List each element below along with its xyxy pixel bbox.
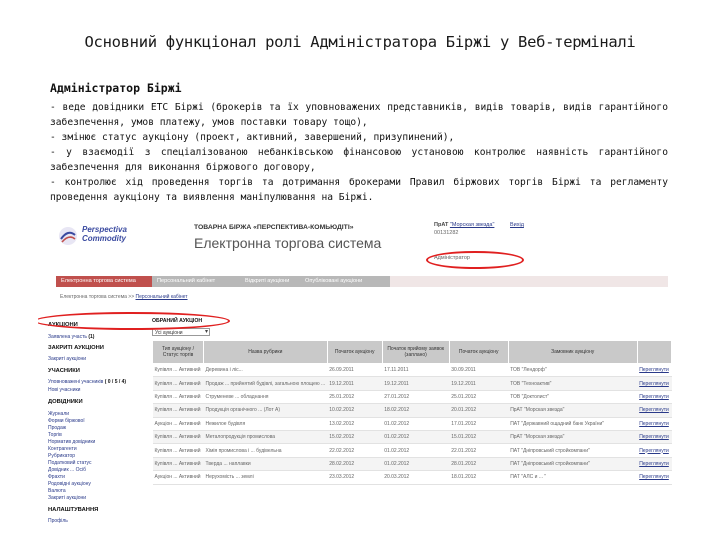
cell-date: 17.01.2012 [449, 417, 508, 430]
cell-type: Купівля ... Активний [153, 404, 204, 417]
cell-start: 26.09.2011 [327, 364, 382, 377]
cell-rubric: Деревина і ліс... [204, 364, 328, 377]
highlight-ellipse-admin [426, 251, 524, 269]
view-link[interactable]: Переглянути [637, 457, 671, 470]
tab-open-auctions[interactable]: Відкриті аукціони [240, 276, 306, 287]
cell-date: 18.01.2012 [449, 471, 508, 484]
table-row [153, 364, 672, 377]
cell-rubric: Металопродукція промислова [204, 430, 328, 443]
breadcrumb [60, 294, 188, 300]
cell-rubric: Струменеве ... обладнання [204, 390, 328, 403]
table-row [153, 457, 672, 470]
sidebar-heading-settings: НАЛАШТУВАННЯ [48, 507, 99, 513]
view-link[interactable]: Переглянути [637, 444, 671, 457]
cell-date: 15.01.2012 [449, 430, 508, 443]
cell-customer: ПрАТ "Морская звезда" [508, 430, 637, 443]
duty-line: - у взаємодії з спеціалізованою небанківською фінансовою установою контролює наявність гарантійного забезпечення для виконання біржового договору, [50, 147, 668, 173]
web-terminal-screenshot [38, 216, 686, 536]
sidebar-item-ref[interactable]: Податковий статус [48, 460, 92, 466]
table-row [153, 417, 672, 430]
column-header[interactable]: Назва рубрики [204, 341, 328, 364]
breadcrumb-prefix: Електронна торгова система >> [60, 294, 135, 300]
view-link[interactable]: Переглянути [637, 417, 671, 430]
cell-customer: ПАТ "АЛС и ... " [508, 471, 637, 484]
view-link[interactable]: Переглянути [637, 390, 671, 403]
user-company-link[interactable]: "Морская звезда" [449, 222, 495, 228]
cell-rubric: Нежилое будівля [204, 417, 328, 430]
sidebar-item-ref[interactable]: Форми біржової [48, 418, 85, 424]
sidebar-item-ref[interactable]: Журнали [48, 411, 70, 417]
cell-customer: ТОВ "Лендорф" [508, 364, 637, 377]
duty-line: - веде довідники ЕТС Біржі (брокерів та їх уповноважених представників, видів товарів, видів гарантійного забезпечення, умов платежу, умов поставки товару тощо), [50, 102, 668, 128]
cell-bids: 01.02.2012 [382, 417, 449, 430]
cell-type: Купівля ... Активний [153, 430, 204, 443]
sidebar-heading-participants: УЧАСНИКИ [48, 368, 80, 374]
logo-text [82, 225, 127, 243]
cell-rubric: Тверда ... наплавки [204, 457, 328, 470]
table-row [153, 444, 672, 457]
cell-date: 20.01.2012 [449, 404, 508, 417]
cell-type: Купівля ... Активний [153, 390, 204, 403]
role-description [50, 80, 668, 205]
duty-line: - контролює хід проведення торгів та дотримання брокерами Правил біржових торгів Біржі та регламенту проведення аукціону та виявлення маніпулювання на Біржі. [50, 177, 668, 203]
cell-type: Аукціон ... Активний [153, 471, 204, 484]
sidebar-item-closed[interactable]: Закриті аукціони [48, 356, 87, 362]
user-company-prefix: ПрАТ [434, 222, 449, 228]
cell-customer: ПАТ "Дніпровський стройкомпани" [508, 444, 637, 457]
logo-line-1: Perspectiva [82, 225, 127, 234]
column-header[interactable]: Початок аукціону [449, 341, 508, 364]
sidebar-item-ref[interactable]: Валюта [48, 488, 66, 494]
cell-date: 30.09.2011 [449, 364, 508, 377]
cell-rubric: Хімія промислова і ... будівельна [204, 444, 328, 457]
table-row [153, 377, 672, 390]
cell-bids: 01.02.2012 [382, 444, 449, 457]
cell-start: 25.01.2012 [327, 390, 382, 403]
sidebar-item-label: Уповноважені учасників [48, 379, 104, 385]
cell-customer: ПрАТ "Морская звезда" [508, 404, 637, 417]
exchange-logo-icon [58, 226, 78, 246]
sidebar-item-ref[interactable]: Фрахти [48, 474, 65, 480]
column-header[interactable]: Початок прийому заявок (заплано) [382, 341, 449, 364]
cell-bids: 27.01.2012 [382, 390, 449, 403]
tab-personal-cabinet[interactable]: Персональний кабінет [152, 276, 246, 287]
cell-customer: ТОВ "Техноактив" [508, 377, 637, 390]
sidebar-item-ref[interactable]: Торгів [48, 432, 62, 438]
sidebar-item-ref[interactable]: Довідник ... Осіб [48, 467, 86, 473]
cell-bids: 20.03.2012 [382, 471, 449, 484]
cell-customer: ПАТ "Дніпровський стройкомпани" [508, 457, 637, 470]
cell-type: Купівля ... Активний [153, 364, 204, 377]
view-link[interactable]: Переглянути [637, 364, 671, 377]
user-company [434, 222, 494, 228]
sidebar-heading-closed: ЗАКРИТІ АУКЦІОНИ [48, 345, 104, 351]
terminal-header [38, 216, 686, 262]
cell-type: Купівля ... Активний [153, 377, 204, 390]
cell-customer: ПАТ "Державний ощадний банк України" [508, 417, 637, 430]
cell-date: 19.12.2011 [449, 377, 508, 390]
column-header [637, 341, 671, 364]
sidebar-item-label: Заявлена участь [48, 334, 87, 340]
cell-start: 23.03.2012 [327, 471, 382, 484]
sidebar-item-ref[interactable]: Рубрикатор [48, 453, 76, 459]
auction-filter-label: ОБРАНИЙ АУКЦІОН [152, 318, 203, 324]
cell-start: 22.02.2012 [327, 444, 382, 457]
role-heading: Адміністратор Біржі [50, 81, 182, 95]
sidebar-heading-auctions: АУКЦІОНИ [48, 322, 78, 328]
system-name: Електронна торгова система [194, 235, 382, 251]
sidebar-item-ref[interactable]: Закриті аукціони [48, 495, 87, 501]
cell-bids: 17.11.2011 [382, 364, 449, 377]
sidebar-item-new-participants[interactable]: Нові учасники [48, 387, 81, 393]
sidebar-item-count: ( 0 / 5 / 4) [104, 379, 127, 385]
cell-date: 22.01.2012 [449, 444, 508, 457]
user-id: 00131282 [434, 230, 459, 236]
table-row [153, 390, 672, 403]
cell-start: 28.02.2012 [327, 457, 382, 470]
column-header[interactable]: Замовник аукціону [508, 341, 637, 364]
tab-published-auctions[interactable]: Опубліковані аукціони [300, 276, 390, 287]
sidebar-item-count: (1) [88, 334, 95, 340]
brand-name: ТОВАРНА БІРЖА «ПЕРСПЕКТИВА-КОМЬЮДІТІ» [194, 224, 354, 231]
table-row [153, 471, 672, 484]
sidebar-item-profile[interactable]: Профіль [48, 518, 68, 524]
tab-trading-system[interactable]: Електронна торгова система [56, 276, 158, 287]
duty-line: - змінює статус аукціону (проект, активний, завершений, призупинений), [50, 132, 455, 143]
sidebar-item-ref[interactable]: Родовідні аукціону [48, 481, 91, 487]
auctions-table [152, 340, 672, 485]
column-header[interactable]: Початок аукціону [327, 341, 382, 364]
breadcrumb-link[interactable]: Персональний кабінет [135, 294, 188, 300]
cell-bids: 01.02.2012 [382, 457, 449, 470]
main-nav [56, 276, 668, 287]
cell-bids: 18.02.2012 [382, 404, 449, 417]
sidebar-item-submitted[interactable] [48, 334, 94, 340]
sidebar-heading-references: ДОВІДНИКИ [48, 399, 83, 405]
view-link[interactable]: Переглянути [637, 404, 671, 417]
cell-start: 19.12.2011 [327, 377, 382, 390]
cell-bids: 01.02.2012 [382, 430, 449, 443]
user-role: Адміністратор [434, 255, 470, 261]
table-header-row [153, 341, 672, 364]
logout-link[interactable]: Вихід [510, 222, 524, 228]
cell-customer: ТОВ "Доктолист" [508, 390, 637, 403]
auction-filter-select[interactable]: Усі аукціони ▾ [152, 328, 210, 336]
cell-date: 28.01.2012 [449, 457, 508, 470]
view-link[interactable]: Переглянути [637, 430, 671, 443]
cell-rubric: Продукція органічного ... (Лот А) [204, 404, 328, 417]
cell-type: Купівля ... Активний [153, 457, 204, 470]
cell-type: Купівля ... Активний [153, 444, 204, 457]
highlight-ellipse-menu [38, 312, 230, 330]
slide-title: Основний функціонал ролі Адміністратора Біржі у Веб-терміналі [84, 33, 636, 51]
cell-type: Аукціон ... Активний [153, 417, 204, 430]
cell-date: 25.01.2012 [449, 390, 508, 403]
sidebar-item-ref[interactable]: Норматив довідники [48, 439, 96, 445]
column-header[interactable]: Тип аукціону / Статус торгів [153, 341, 204, 364]
logo-line-2: Commodity [82, 234, 126, 243]
view-link[interactable]: Переглянути [637, 471, 671, 484]
cell-rubric: Нерухомість ... землі [204, 471, 328, 484]
cell-rubric: Продаж ... прийнятий будівлі, загальною площею ... [204, 377, 328, 390]
cell-start: 13.02.2012 [327, 417, 382, 430]
cell-bids: 19.12.2011 [382, 377, 449, 390]
view-link[interactable]: Переглянути [637, 377, 671, 390]
sidebar-item-representatives[interactable] [48, 379, 126, 385]
cell-start: 15.02.2012 [327, 430, 382, 443]
cell-start: 10.02.2012 [327, 404, 382, 417]
table-row [153, 430, 672, 443]
sidebar-item-ref[interactable]: Продаж [48, 425, 67, 431]
sidebar-item-ref[interactable]: Контрагенти [48, 446, 77, 452]
table-row [153, 404, 672, 417]
